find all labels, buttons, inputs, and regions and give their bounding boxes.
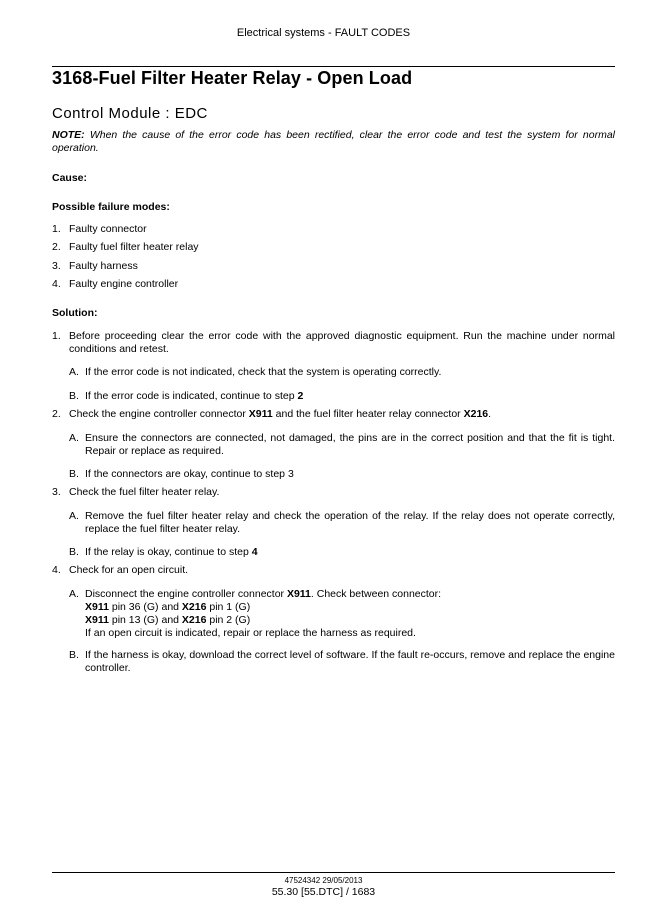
solution-step-4 (52, 564, 615, 577)
sub-text (85, 390, 615, 403)
sub-letter: B. (69, 546, 79, 558)
pin-text: pin 36 (G) and (108, 601, 182, 613)
step-text: Check the fuel filter heater relay. (69, 486, 220, 498)
failure-mode-item (52, 241, 615, 254)
step-text (69, 408, 615, 421)
header-divider (52, 66, 615, 67)
sub-letter: A. (69, 510, 79, 522)
step-text-lead: Check the engine controller connector (69, 408, 249, 420)
list-number: 4. (52, 278, 61, 290)
connector-id: X911 (286, 588, 311, 600)
solution-step-2a (69, 432, 615, 458)
solution-step-3 (52, 486, 615, 499)
cause-label: Cause: (52, 172, 88, 184)
sub-letter: B. (69, 649, 79, 661)
connector-id: X911 (248, 408, 273, 420)
sub-text-lead: If the connectors are okay, continue to step (85, 468, 288, 480)
solution-label: Solution: (52, 307, 98, 319)
sub-letter: B. (69, 390, 79, 402)
sub-text-line: If an open circuit is indicated, repair or replace the harness as required. (85, 627, 416, 639)
solution-step-3a (69, 510, 615, 536)
failure-mode-text: Faulty connector (69, 223, 147, 235)
page-header: Electrical systems - FAULT CODES (236, 27, 411, 39)
sub-text (85, 468, 615, 481)
list-number: 2. (52, 408, 61, 420)
note-label: NOTE: (52, 129, 85, 141)
sub-text-line (85, 588, 615, 601)
failure-mode-item (52, 278, 615, 291)
solution-step-2b (69, 468, 615, 481)
failure-mode-text: Faulty engine controller (69, 278, 179, 290)
page-number: 55.30 [55.DTC] / 1683 (271, 886, 376, 898)
solution-step-2 (52, 408, 615, 421)
solution-step-4b (69, 649, 615, 675)
connector-id: X911 (85, 614, 109, 626)
solution-step-3b (69, 546, 615, 559)
list-number: 4. (52, 564, 61, 576)
connector-id: X216 (181, 601, 207, 613)
list-number: 3. (52, 260, 61, 272)
footer-divider (52, 872, 615, 873)
list-number: 3. (52, 486, 61, 498)
document-reference: 47524342 29/05/2013 (284, 876, 363, 885)
connector-id: X216 (463, 408, 489, 420)
pin-text: pin 13 (G) and (108, 614, 182, 626)
list-number: 1. (52, 223, 61, 235)
sub-text (85, 588, 615, 640)
sub-text-end: . Check between connector: (310, 588, 442, 600)
sub-letter: B. (69, 468, 79, 480)
step-reference: 2 (297, 390, 304, 402)
sub-text: Remove the fuel filter heater relay and check the operation of the relay. If the relay does not operate correctly, replace the fuel filter heater relay. (85, 510, 615, 535)
pin-check-line (85, 614, 615, 627)
sub-text: If the harness is okay, download the correct level of software. If the fault re-occurs, remove and replace the engine controller. (85, 649, 615, 674)
note-text: When the cause of the error code has been rectified, clear the error code and test the system for normal operation. (52, 129, 615, 154)
pin-text: pin 2 (G) (206, 614, 251, 626)
step-text-end: . (488, 408, 492, 420)
step-text: Check for an open circuit. (69, 564, 189, 576)
solution-step-1a (69, 366, 615, 379)
solution-step-1 (52, 330, 615, 356)
failure-mode-item (52, 223, 615, 236)
note (52, 129, 615, 155)
connector-id: X911 (85, 601, 109, 613)
sub-letter: A. (69, 432, 79, 444)
failure-mode-item (52, 260, 615, 273)
failure-mode-text: Faulty fuel filter heater relay (69, 241, 199, 253)
failure-mode-text: Faulty harness (69, 260, 138, 272)
pin-check-line (85, 601, 615, 614)
failure-modes-label: Possible failure modes: (52, 201, 170, 213)
list-number: 2. (52, 241, 61, 253)
sub-letter: A. (69, 588, 79, 600)
sub-text: Ensure the connectors are connected, not damaged, the pins are in the correct position and that the fit is tight. Repair or replace as required. (85, 432, 615, 457)
step-reference: 3 (287, 468, 294, 480)
solution-step-4a (69, 588, 615, 640)
solution-step-1b (69, 390, 615, 403)
sub-text-lead: If the relay is okay, continue to step (85, 546, 252, 558)
sub-letter: A. (69, 366, 79, 378)
page-title: 3168-Fuel Filter Heater Relay - Open Load (52, 68, 413, 88)
control-module-heading: Control Module : EDC (52, 105, 208, 122)
pin-text: pin 1 (G) (206, 601, 251, 613)
sub-text-lead: Disconnect the engine controller connector (85, 588, 287, 600)
step-text: Before proceeding clear the error code with the approved diagnostic equipment. Run the machine under normal conditions and retest. (69, 330, 615, 355)
sub-text: If the error code is not indicated, check that the system is operating correctly. (85, 366, 442, 378)
step-text-mid: and the fuel filter heater relay connector (272, 408, 464, 420)
sub-text (85, 546, 615, 559)
list-number: 1. (52, 330, 61, 342)
connector-id: X216 (181, 614, 207, 626)
sub-text-lead: If the error code is indicated, continue to step (85, 390, 298, 402)
step-reference: 4 (251, 546, 258, 558)
